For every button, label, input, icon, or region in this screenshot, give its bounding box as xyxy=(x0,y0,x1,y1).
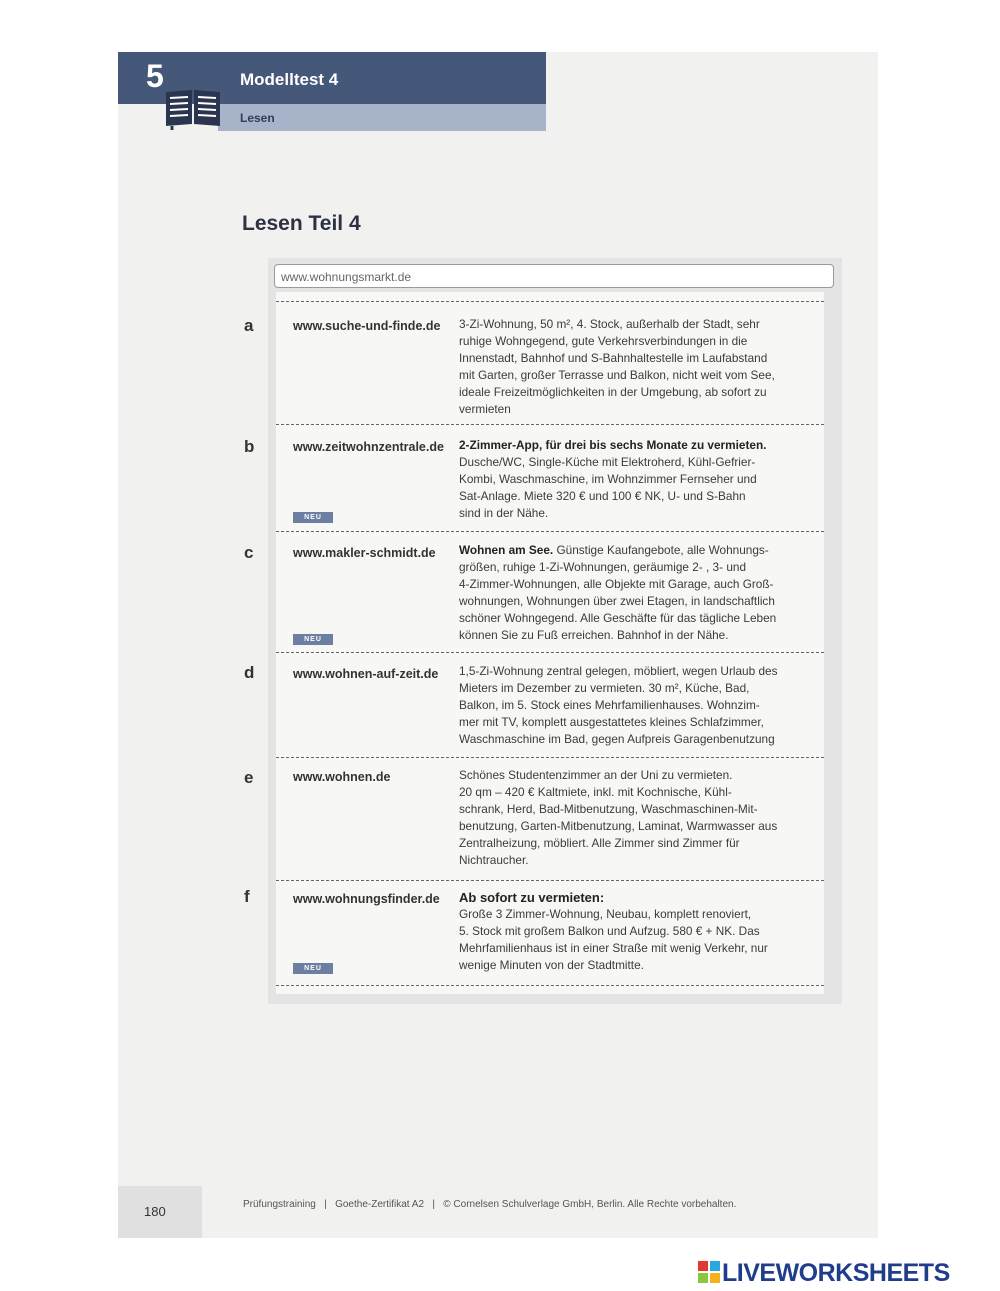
desc-line: können Sie zu Fuß erreichen. Bahnhof in der Nähe. xyxy=(459,628,729,642)
page-number-box xyxy=(118,1186,202,1238)
divider xyxy=(276,880,824,881)
book-icon xyxy=(162,86,224,130)
url-text: www.wohnungsmarkt.de xyxy=(281,270,412,284)
desc-line: Schönes Studentenzimmer an der Uni zu vermieten. xyxy=(459,768,733,782)
desc-line: 5. Stock mit großem Balkon und Aufzug. 580 € + NK. Das xyxy=(459,924,760,938)
header-subtitle: Lesen xyxy=(240,111,275,125)
header-subtitle-bar xyxy=(218,104,546,131)
listing-site[interactable]: www.wohnen-auf-zeit.de xyxy=(293,667,439,681)
divider xyxy=(276,301,824,302)
new-badge: NEU xyxy=(293,634,333,645)
listing-description xyxy=(459,663,821,748)
listing-title: 2-Zimmer-App, für drei bis sechs Monate zu vermieten. xyxy=(459,438,767,452)
listing-letter: e xyxy=(244,768,254,787)
desc-line: wohnungen, Wohnungen über zwei Etagen, in landschaftlich xyxy=(459,594,775,608)
desc-line: Mieters im Dezember zu vermieten. 30 m², Küche, Bad, xyxy=(459,681,750,695)
desc-line: ideale Freizeitmöglichkeiten in der Umgebung, ab sofort zu xyxy=(459,385,767,399)
listing-letter: c xyxy=(244,543,254,562)
header-title: Modelltest 4 xyxy=(240,70,339,89)
listing-site[interactable]: www.wohnungsfinder.de xyxy=(293,892,440,906)
brand-name: LIVEWORKSHEETS xyxy=(722,1259,950,1287)
footer-credits: Prüfungstraining | Goethe-Zertifikat A2 | © Cornelsen Schulverlage GmbH, Berlin. Alle Rechte vorbehalten. xyxy=(243,1199,737,1210)
desc-line: Sat-Anlage. Miete 320 € und 100 € NK, U- und S-Bahn xyxy=(459,489,746,503)
desc-line: 20 qm – 420 € Kaltmiete, inkl. mit Kochnische, Kühl- xyxy=(459,785,732,799)
desc-line: Innenstadt, Bahnhof und S-Bahnhaltestelle im Laufabstand xyxy=(459,351,768,365)
listing-site[interactable]: www.suche-und-finde.de xyxy=(293,319,441,333)
desc-line: ruhige Wohngegend, gute Verkehrsverbindungen in die xyxy=(459,334,748,348)
listing-site[interactable]: www.zeitwohnzentrale.de xyxy=(293,440,444,454)
listing-description xyxy=(459,316,821,418)
desc-line: größen, ruhige 1-Zi-Wohnungen, geräumige 2- , 3- und xyxy=(459,560,747,574)
divider xyxy=(276,757,824,758)
desc-line: mer mit TV, komplett ausgestattetes kleines Schlafzimmer, xyxy=(459,715,764,729)
listing-letter: b xyxy=(244,437,255,456)
listing-description xyxy=(459,767,821,869)
listing-description xyxy=(459,437,821,522)
listing-site[interactable]: www.wohnen.de xyxy=(293,770,391,784)
desc-line: Mehrfamilienhaus ist in einer Straße mit wenig Verkehr, nur xyxy=(459,941,768,955)
listing-site[interactable]: www.makler-schmidt.de xyxy=(293,546,436,560)
desc-line: wenige Minuten von der Stadtmitte. xyxy=(459,958,644,972)
desc-line: Balkon, im 5. Stock eines Mehrfamilienhauses. Wohnzim- xyxy=(459,698,760,712)
desc-line: sind in der Nähe. xyxy=(459,506,549,520)
desc-line: Große 3 Zimmer-Wohnung, Neubau, komplett renoviert, xyxy=(459,907,752,921)
page-number: 180 xyxy=(144,1204,166,1219)
chapter-number: 5 xyxy=(146,58,164,94)
listing-title: Ab sofort zu vermieten: xyxy=(459,890,605,905)
listing-lead: Wohnen am See. xyxy=(459,543,554,557)
divider xyxy=(276,652,824,653)
desc-line: mit Garten, großer Terrasse und Balkon, nicht weit vom See, xyxy=(459,368,775,382)
listing-letter: a xyxy=(244,316,254,335)
liveworksheets-logo-icon xyxy=(698,1261,720,1283)
listing-description xyxy=(459,542,821,644)
desc-line: schöner Wohngegend. Alle Geschäfte für das tägliche Leben xyxy=(459,611,777,625)
desc-line: Dusche/WC, Single-Küche mit Elektroherd, Kühl-Gefrier- xyxy=(459,455,756,469)
section-title: Lesen Teil 4 xyxy=(242,212,361,235)
desc-line: Nichtraucher. xyxy=(459,853,529,867)
desc-line: Zentralheizung, möbliert. Alle Zimmer sind Zimmer für xyxy=(459,836,740,850)
new-badge: NEU xyxy=(293,512,333,523)
desc-line: Günstige Kaufangebote, alle Wohnungs- xyxy=(553,543,769,557)
listing-letter: f xyxy=(244,887,250,906)
desc-line: vermieten xyxy=(459,402,511,416)
divider xyxy=(276,531,824,532)
desc-line: Kombi, Waschmaschine, im Wohnzimmer Fernseher und xyxy=(459,472,757,486)
listing-letter: d xyxy=(244,663,255,682)
url-bar[interactable] xyxy=(274,264,834,288)
desc-line: 3-Zi-Wohnung, 50 m², 4. Stock, außerhalb der Stadt, sehr xyxy=(459,317,760,331)
divider xyxy=(276,985,824,986)
desc-line: 4-Zimmer-Wohnungen, alle Objekte mit Garage, auch Groß- xyxy=(459,577,774,591)
desc-line: benutzung, Garten-Mitbenutzung, Laminat, Warmwasser aus xyxy=(459,819,778,833)
new-badge: NEU xyxy=(293,963,333,974)
listing-description xyxy=(459,889,821,974)
header-title-bar xyxy=(218,52,546,104)
divider xyxy=(276,424,824,425)
desc-line: 1,5-Zi-Wohnung zentral gelegen, möbliert, wegen Urlaub des xyxy=(459,664,778,678)
desc-line: schrank, Herd, Bad-Mitbenutzung, Waschmaschinen-Mit- xyxy=(459,802,758,816)
desc-line: Waschmaschine im Bad, gegen Aufpreis Garagenbenutzung xyxy=(459,732,775,746)
